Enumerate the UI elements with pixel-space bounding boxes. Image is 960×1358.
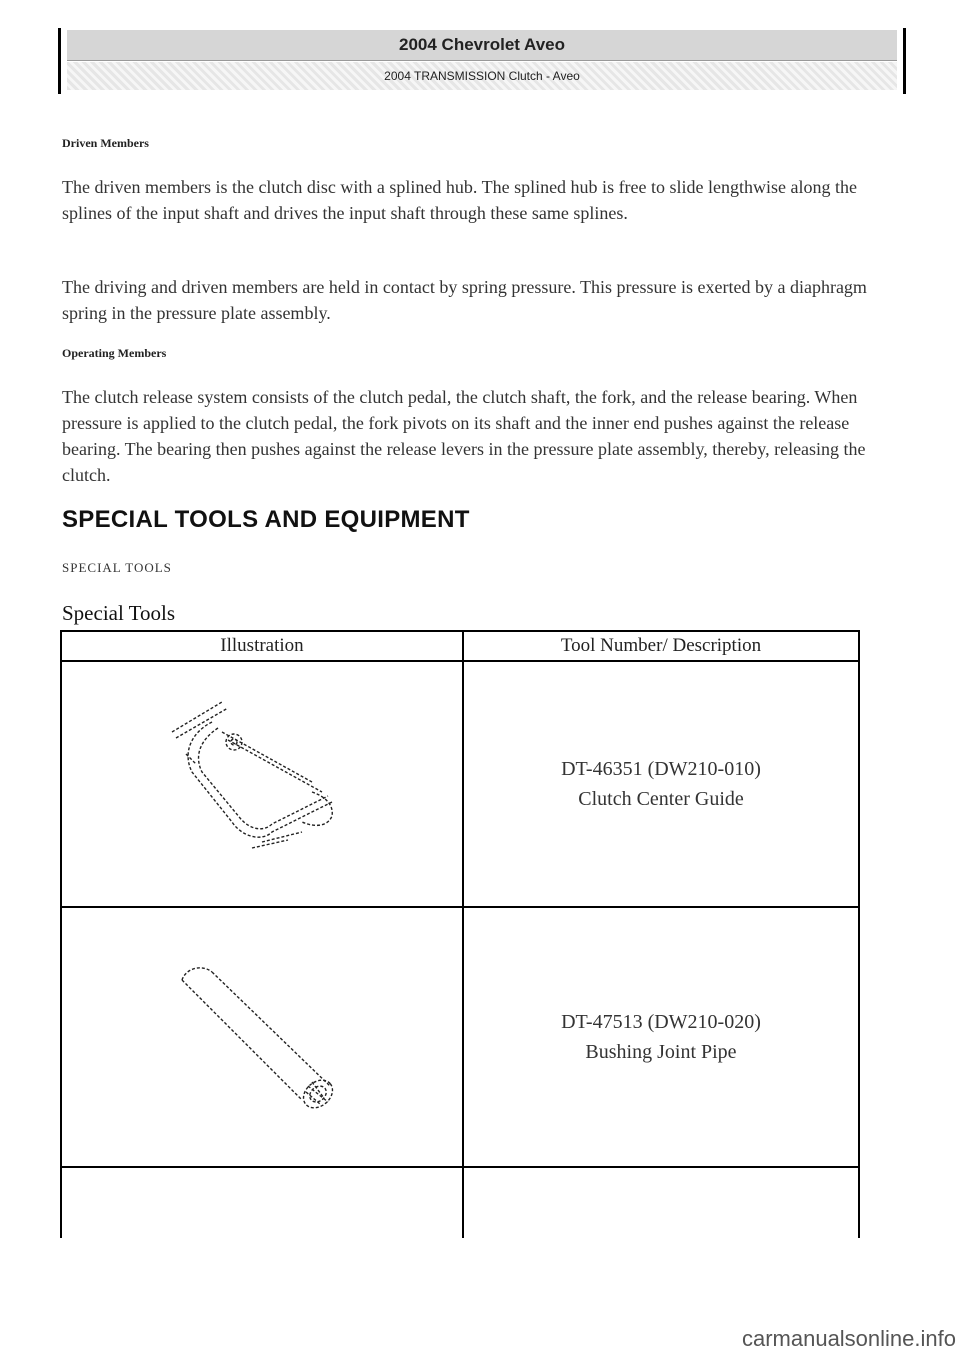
table-header-row xyxy=(61,631,859,661)
driven-members-paragraph-2: The driving and driven members are held in contact by spring pressure. This pressure is exerted by a diaphragm spring in the pressure plate assembly. xyxy=(62,277,867,323)
illustration-cell xyxy=(61,907,463,1167)
driven-members-label: Driven Members xyxy=(62,136,149,150)
column-header-tool-number: Tool Number/ Description xyxy=(463,631,859,661)
table-row xyxy=(61,1167,859,1238)
table-row xyxy=(61,661,859,907)
tool-description: Clutch Center Guide xyxy=(578,788,744,810)
operating-members-paragraph: The clutch release system consists of the clutch pedal, the clutch shaft, the fork, and the release bearing. When pressure is applied to the clutch pedal, the fork pivots on its shaft and the inner end pushes against the release bearing. The bearing then pushes against the release levers in the pressure plate assembly, thereby, releasing the clutch. xyxy=(62,387,866,485)
tool-number: DT-47513 (DW210-020) xyxy=(561,1011,761,1033)
special-tools-table xyxy=(60,630,860,1238)
tool-description-cell xyxy=(463,1167,859,1238)
special-tools-table-title: Special Tools xyxy=(62,601,176,625)
tool-description-cell xyxy=(463,661,859,907)
tool-description-cell xyxy=(463,907,859,1167)
column-header-illustration: Illustration xyxy=(61,631,463,661)
watermark-text: carmanualsonline.info xyxy=(741,1326,956,1351)
driven-members-paragraph-1: The driven members is the clutch disc with a splined hub. The splined hub is free to slide lengthwise along the splines of the input shaft and drives the input shaft through these same splines. xyxy=(62,177,857,223)
tool-description: Bushing Joint Pipe xyxy=(585,1041,737,1063)
document-subtitle: 2004 TRANSMISSION Clutch - Aveo xyxy=(67,62,897,90)
special-tools-heading: SPECIAL TOOLS AND EQUIPMENT xyxy=(62,506,470,533)
illustration-cell xyxy=(61,661,463,907)
clutch-center-guide-icon xyxy=(152,692,372,872)
special-tools-caps-label: SPECIAL TOOLS xyxy=(62,560,172,575)
document-header xyxy=(58,28,906,94)
bushing-joint-pipe-icon xyxy=(162,950,362,1120)
operating-members-label: Operating Members xyxy=(62,346,167,360)
illustration-cell xyxy=(61,1167,463,1238)
tool-number: DT-46351 (DW210-010) xyxy=(561,758,761,780)
document-title: 2004 Chevrolet Aveo xyxy=(67,30,897,61)
table-row xyxy=(61,907,859,1167)
